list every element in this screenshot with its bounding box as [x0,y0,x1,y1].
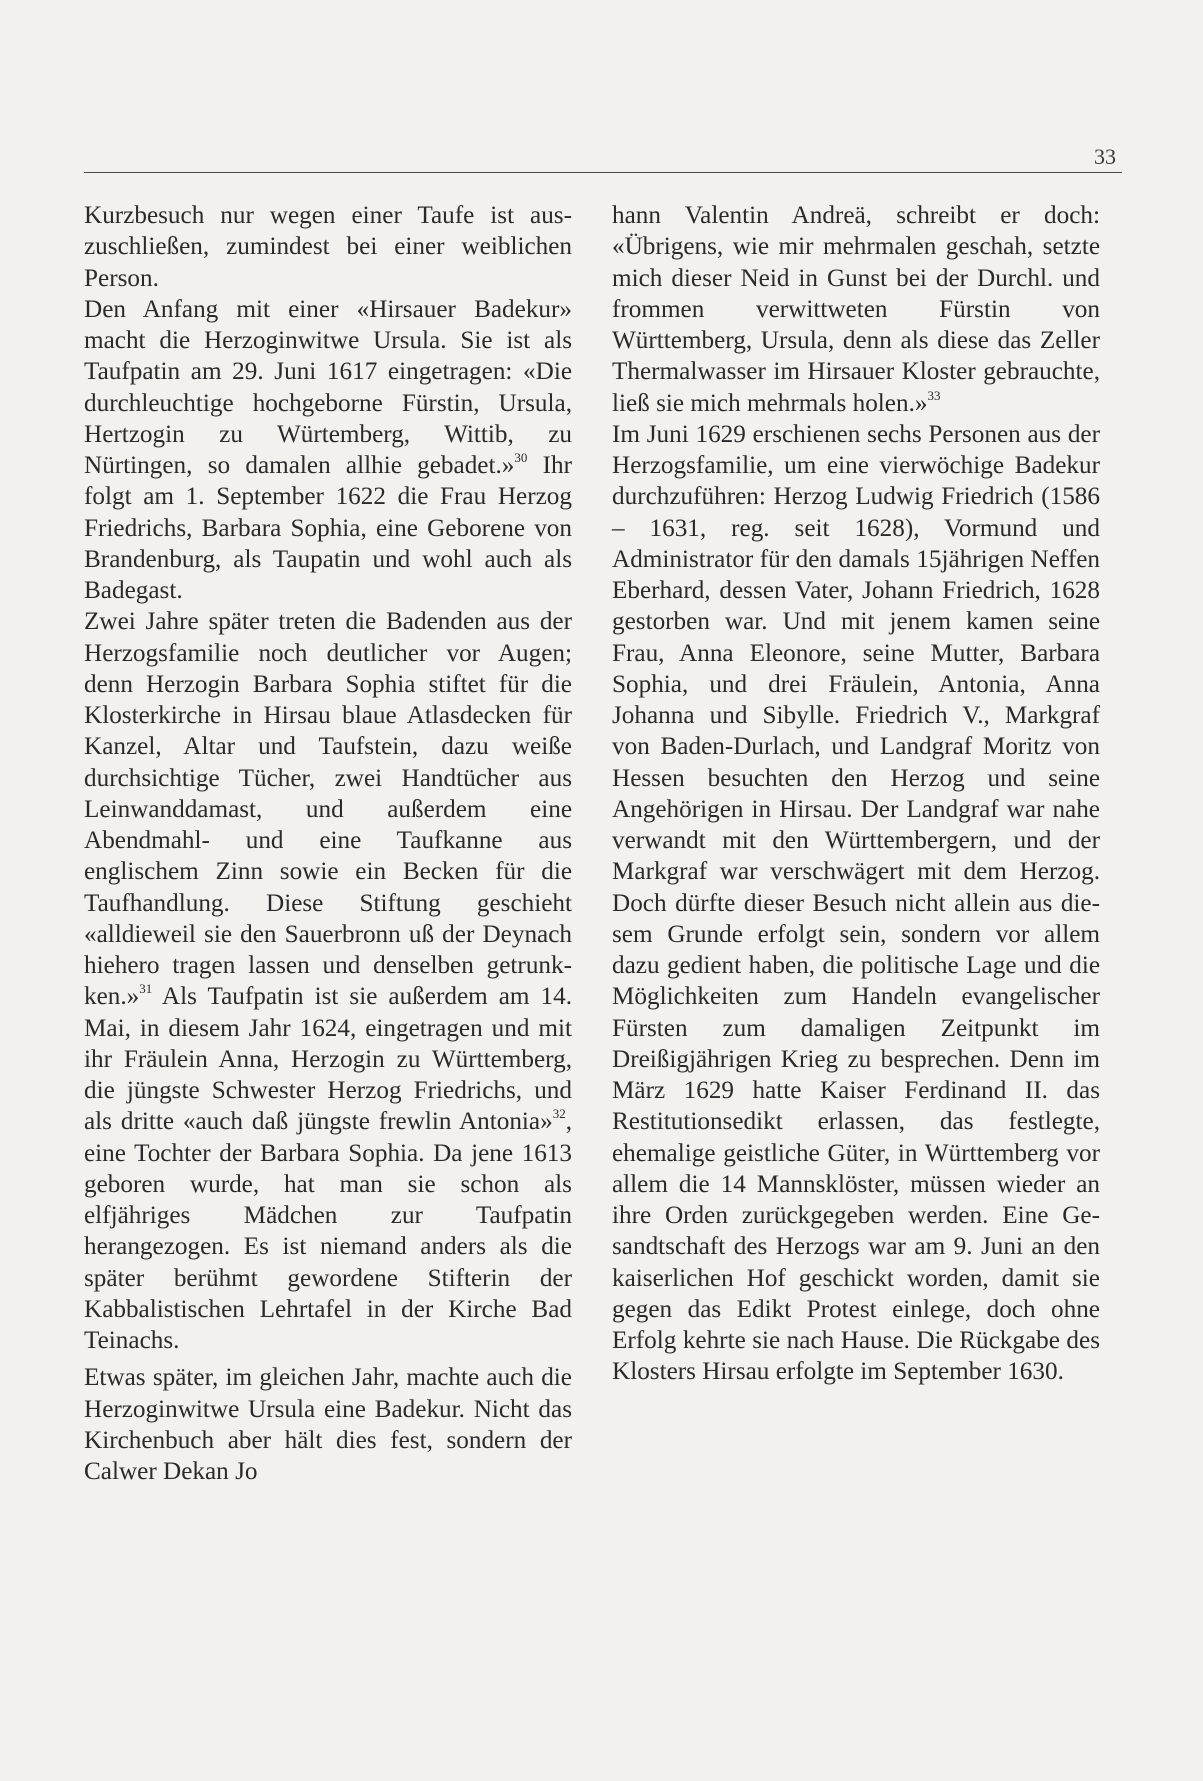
footnote-ref: 31 [139,981,153,997]
paragraph: hann Valentin Andreä, schreibt er doch: «Übrigens, wie mir mehrmalen geschah, setzte mich dieser Neid in Gunst bei der Durchl. und frommen verwittweten Fürstin von Württemberg, Ursula, denn als diese das Zeller Thermalwasser im Hirsauer Kloster gebrauchte, ließ sie mich mehrmals holen.»$^{33}$ [612,202,1100,417]
page-number: 33 [1094,144,1116,169]
paragraph: Den Anfang mit einer «Hirsauer Badekur» macht die Herzoginwitwe Ursula. Sie ist als Taufpatin am 29. Juni 1617 eingetragen: «Die durchleuchtige hochgeborne Fürstin, Ursula, Hertzogin zu Würtemberg, Wittib, zu Nürtingen, so damalen allhie gebadet.»$^{30}$ Ihr folgt am 1. September 1622 die Frau Herzog Friedrichs, Barbara Sophia, eine Geborene von Brandenburg, als Taupatin und wohl auch als Badegast. [84,295,572,604]
left-column [84,200,572,1487]
paragraph: Kurzbesuch nur wegen einer Taufe ist auszuschließen, zumindest bei einer weiblichen Person. [84,202,572,292]
paragraph: Etwas später, im gleichen Jahr, machte auch die Herzoginwitwe Ursula eine Badekur. Nicht das Kirchenbuch aber hält dies fest, sondern der Calwer Dekan Jo [84,1364,572,1485]
paragraph: Zwei Jahre später treten die Badenden aus der Herzogsfamilie noch deutlicher vor Augen; denn Herzogin Barbara Sophia stiftet für die Klosterkirche in Hirsau blaue Atlasdecken für Kanzel, Altar und Taufstein, dazu weiße durchsichtige Tücher, zwei Handtücher aus Leinwanddamast, und außerdem eine Abendmahl- und eine Taufkanne aus englischem Zinn sowie ein Becken für die Taufhandlung. Diese Stiftung geschieht «alldieweil sie den Sauerbronn uß der Deynach hiehero tragen lassen und denselben getrunkken.»$^{31}$ Als Taufpatin ist sie außerdem am 14. Mai, in diesem Jahr 1624, eingetragen und mit ihr Fräulein Anna, Herzogin zu Württemberg, die jüngste Schwester Herzog Friedrichs, und als dritte «auch daß jüngste frewlin Antonia»$^{32}$, eine Tochter der Barbara Sophia. Da jene 1613 geboren wurde, hat man sie schon als elfjähriges Mädchen zur Taufpatin herangezogen. Es ist niemand anders als die später berühmt gewordene Stifterin der Kabbalistischen Lehrtafel in der Kirche Bad Teinachs. [84,608,572,1354]
header-rule [84,172,1122,173]
footnote-ref: 33 [927,387,941,403]
right-column [612,200,1100,1388]
footnote-ref: 30 [514,450,528,465]
paragraph: Im Juni 1629 erschienen sechs Personen aus der Herzogsfamilie, um eine vierwöchige Badekur durchzuführen: Herzog Ludwig Friedrich (1586 – 1631, reg. seit 1628), Vormund und Administrator für den damals 15jährigen Neffen Eberhard, dessen Vater, Johann Friedrich, 1628 gestorben war. Und mit jenem kamen seine Frau, Anna Eleonore, seine Mutter, Barbara Sophia, und drei Fräulein, Antonia, Anna Johanna und Sibylle. Friedrich V., Markgraf von Baden-Durlach, und Landgraf Moritz von Hessen besuchten den Herzog und seine Angehörigen in Hirsau. Der Landgraf war nahe verwandt mit den Württembergern, und der Markgraf war verschwägert mit dem Herzog. Doch dürfte dieser Besuch nicht allein aus diesem Grunde erfolgt sein, sondern vor allem dazu gedient haben, die politische Lage und die Möglichkeiten zum Handeln evangelischer Fürsten zum damaligen Zeitpunkt im Dreißigjährigen Krieg zu besprechen. Denn im März 1629 hatte Kaiser Ferdinand II. das Restitutionsedikt erlassen, das festlegte, ehemalige geistliche Güter, in Württemberg vor allem die 14 Mannsklöster, müssen wieder an ihre Orden zurückgegeben werden. Eine Gesandtschaft des Herzogs war am 9. Juni an den kaiserlichen Hof geschickt worden, damit sie gegen das Edikt Protest einlege, doch ohne Erfolg kehrte sie nach Hause. Die Rückgabe des Klosters Hirsau erfolgte im September 1630. [612,420,1100,1386]
footnote-ref: 32 [552,1106,566,1122]
